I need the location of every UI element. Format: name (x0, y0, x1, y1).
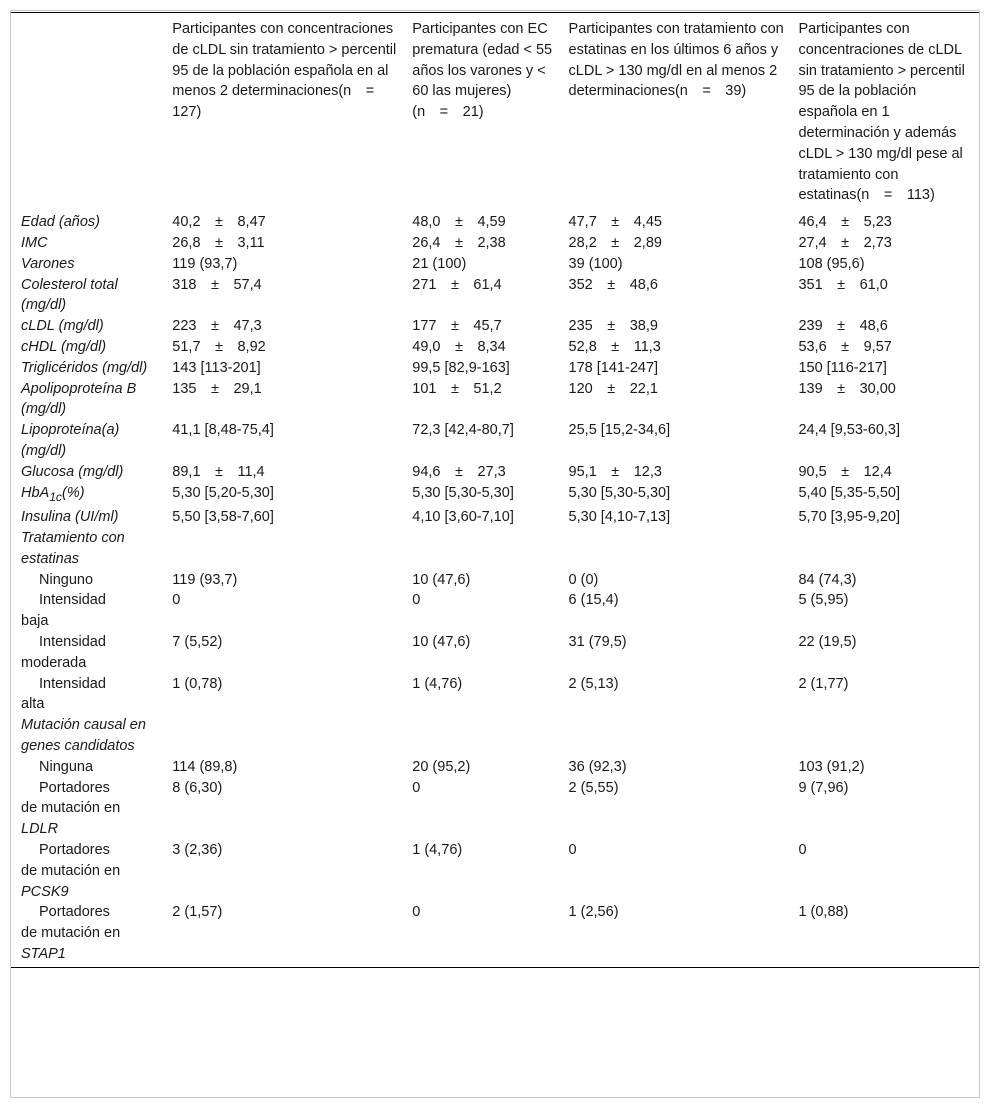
table-cell: 135 ± 29,1 (172, 380, 262, 397)
row-label (11, 757, 168, 778)
table-row (11, 379, 979, 421)
table-cell: 26,4 ± 2,38 (412, 234, 506, 251)
table-cell: 0 (798, 841, 807, 858)
table-cell: 89,1 ± 11,4 (172, 463, 265, 480)
row-label-gene: STAP1 (21, 945, 66, 962)
row-label-text: Apolipoproteína B (mg/dl) (21, 380, 137, 418)
table-cell: 22 (19,5) (798, 634, 857, 650)
table-cell: 72,3 [42,4-80,7] (412, 422, 514, 439)
table-row (11, 483, 979, 508)
table-row (11, 590, 979, 632)
table-cell: 3 (2,36) (172, 841, 223, 858)
row-label (11, 632, 168, 674)
table-cell: 8 (6,30) (172, 779, 223, 796)
row-label (11, 840, 168, 902)
row-label-text: Tratamiento con estatinas (21, 530, 125, 567)
table-cell: 1 (0,78) (172, 675, 223, 692)
table-row (11, 462, 979, 483)
row-label-text: cHDL (mg/dl) (21, 338, 107, 355)
table-cell: 143 [113-201] (172, 359, 261, 376)
row-label-text: Intensidad (39, 634, 106, 650)
table-cell: 48,0 ± 4,59 (412, 214, 506, 231)
table-cell: 2 (1,77) (798, 675, 849, 692)
table-cell (408, 528, 564, 570)
header-cell-group-1: Participantes con concentraciones de cLDL sin tratamiento > percentil 95 de la población española en al menos 2 determinaciones(n = 127) (172, 21, 397, 121)
table-cell: 119 (93,7) (172, 571, 238, 588)
row-label-text: Ninguno (39, 571, 94, 588)
table-row (11, 337, 979, 358)
row-label (11, 528, 168, 570)
table-cell: 4,10 [3,60-7,10] (412, 509, 514, 526)
table-cell: 119 (93,7) (172, 255, 238, 272)
table-row (11, 254, 979, 275)
table-row (11, 316, 979, 337)
header-cell-group-3: Participantes con tratamiento con estatinas en los últimos 6 años y cLDL > 130 mg/dl en al menos 2 determinaciones(n = 39) (568, 21, 784, 100)
header-cell-empty (11, 13, 168, 213)
table-row (11, 840, 979, 902)
table-cell: 1 (0,88) (794, 902, 979, 967)
row-label-text-cont: moderada (21, 654, 87, 671)
table-cell: 5,30 [4,10-7,13] (568, 509, 671, 526)
table-cell: 139 ± 30,00 (798, 380, 896, 397)
table-cell: 40,2 ± 8,47 (172, 214, 266, 231)
row-label (11, 316, 168, 337)
table-row (11, 902, 979, 967)
table-cell: 26,8 ± 3,11 (172, 234, 265, 251)
table-row (11, 358, 979, 379)
table-row (11, 570, 979, 591)
table-cell: 10 (47,6) (412, 634, 471, 650)
table-cell: 0 (408, 902, 564, 967)
row-label-gene: LDLR (21, 821, 59, 838)
table-cell: 114 (89,8) (172, 758, 238, 775)
table-cell (794, 528, 979, 570)
table-cell: 20 (95,2) (412, 758, 471, 775)
table-cell: 108 (95,6) (798, 255, 865, 272)
row-label-text: Mutación causal en genes candidatos (21, 717, 146, 754)
table-cell: 5,70 [3,95-9,20] (798, 509, 901, 526)
table-cell: 239 ± 48,6 (798, 318, 888, 335)
table-cell: 27,4 ± 2,73 (798, 234, 892, 251)
table-cell: 47,7 ± 4,45 (568, 214, 662, 231)
table-cell: 0 (172, 592, 181, 609)
row-label-text: Intensidad (39, 675, 106, 692)
table-frame (10, 10, 980, 1098)
row-label-text-cont: baja (21, 613, 49, 630)
table-cell: 95,1 ± 12,3 (568, 463, 662, 480)
table-cell: 5,30 [5,30-5,30] (568, 484, 671, 501)
row-label-text-cont: de mutación en (21, 800, 121, 817)
table-row (11, 674, 979, 716)
table-cell: 0 (568, 841, 577, 858)
table-cell: 9 (7,96) (798, 779, 849, 796)
table-cell (565, 528, 795, 570)
table-cell: 2 (1,57) (168, 902, 408, 967)
table-cell: 235 ± 38,9 (568, 318, 658, 335)
table-row (11, 275, 979, 317)
table-cell: 41,1 [8,48-75,4] (172, 422, 274, 439)
table-cell: 51,7 ± 8,92 (172, 338, 266, 355)
row-label (11, 483, 168, 508)
row-label-text: Portadores (39, 779, 110, 796)
table-row (11, 757, 979, 778)
row-label-text: cLDL (mg/dl) (21, 318, 104, 335)
row-label (11, 778, 168, 840)
table-row (11, 715, 979, 757)
table-cell: 52,8 ± 11,3 (568, 338, 661, 355)
table-cell: 178 [141-247] (568, 359, 659, 376)
table-cell: 24,4 [9,53-60,3] (798, 422, 901, 439)
row-label-text: Insulina (UI/ml) (21, 509, 119, 526)
row-label-text: Portadores (39, 904, 110, 921)
row-label (11, 715, 168, 757)
table-row (11, 632, 979, 674)
row-label (11, 233, 168, 254)
row-label (11, 420, 168, 462)
table-cell: 21 (100) (412, 255, 467, 272)
table-row (11, 778, 979, 840)
table-cell: 120 ± 22,1 (568, 380, 658, 397)
row-label (11, 507, 168, 528)
table-cell (168, 528, 408, 570)
table-cell: 2 (5,55) (568, 779, 619, 796)
table-row (11, 528, 979, 570)
row-label (11, 254, 168, 275)
row-label-text: Edad (años) (21, 214, 100, 231)
row-label (11, 379, 168, 421)
table-cell: 99,5 [82,9-163] (412, 359, 510, 376)
table-row (11, 507, 979, 528)
table-cell: 0 (412, 592, 421, 609)
table-cell: 5,30 [5,20-5,30] (172, 484, 274, 501)
table-body (11, 212, 979, 967)
row-label-text: IMC (21, 234, 48, 251)
row-label-text: Lipoproteína(a) (mg/dl) (21, 422, 120, 459)
table-cell: 94,6 ± 27,3 (412, 463, 506, 480)
table-cell: 271 ± 61,4 (412, 276, 502, 293)
table-cell: 6 (15,4) (568, 592, 619, 609)
table-cell: 46,4 ± 5,23 (798, 214, 892, 231)
row-label-text: Portadores (39, 841, 110, 858)
table-cell: 352 ± 48,6 (568, 276, 658, 293)
table-cell: 31 (79,5) (568, 634, 627, 650)
table-cell: 150 [116-217] (798, 359, 887, 376)
row-label-text: Colesterol total (mg/dl) (21, 276, 118, 314)
row-label-text-cont: de mutación en (21, 862, 121, 879)
table-row (11, 212, 979, 233)
table-cell: 28,2 ± 2,89 (568, 234, 662, 251)
table-cell: 1 (4,76) (412, 675, 463, 692)
row-label (11, 358, 168, 379)
header-cell-group-2: Participantes con EC prematura (edad < 55 años los varones y < 60 las mujeres) (n = 21) (412, 21, 553, 121)
row-label-text-cont: de mutación en (21, 925, 121, 942)
row-label-text-cont: alta (21, 696, 45, 713)
table-cell (565, 715, 795, 757)
table-cell: 0 (0) (568, 571, 599, 588)
table-cell: 1 (4,76) (412, 841, 463, 858)
row-label (11, 570, 168, 591)
table-cell: 351 ± 61,0 (798, 276, 888, 293)
table-cell: 49,0 ± 8,34 (412, 338, 506, 355)
table-cell: 5,30 [5,30-5,30] (412, 484, 514, 501)
row-label (11, 674, 168, 716)
row-label (11, 590, 168, 632)
table-cell (408, 715, 564, 757)
table-cell: 103 (91,2) (798, 758, 865, 775)
table-cell: 25,5 [15,2-34,6] (568, 422, 671, 439)
row-label (11, 275, 168, 317)
row-label (11, 337, 168, 358)
header-cell-group-4: Participantes con concentraciones de cLDL sin tratamiento > percentil 95 de la población española en 1 determinación y además cLDL > 130 mg/dl pese al tratamiento con estatinas(n = 113) (798, 21, 965, 204)
row-label-text: Glucosa (mg/dl) (21, 463, 124, 480)
table-cell: 2 (5,13) (568, 675, 619, 692)
table-cell: 1 (2,56) (565, 902, 795, 967)
row-label (11, 462, 168, 483)
table-cell: 5 (5,95) (798, 592, 849, 609)
data-table (11, 12, 979, 968)
row-label-subscript: 1c (49, 489, 62, 504)
table-cell: 101 ± 51,2 (412, 380, 502, 397)
row-label-text: HbA (21, 484, 50, 501)
table-cell (168, 715, 408, 757)
row-label-gene: PCSK9 (21, 883, 69, 900)
table-cell: 0 (412, 779, 421, 796)
table-cell (794, 715, 979, 757)
table-cell: 7 (5,52) (172, 634, 223, 650)
row-label-text: Ninguna (39, 758, 94, 775)
table-cell: 36 (92,3) (568, 758, 627, 775)
row-label-text: Intensidad (39, 592, 106, 609)
header-row (11, 13, 979, 213)
row-label (11, 212, 168, 233)
table-cell: 177 ± 45,7 (412, 318, 502, 335)
table-row (11, 420, 979, 462)
table-cell: 53,6 ± 9,57 (798, 338, 892, 355)
table-row (11, 233, 979, 254)
row-label-text: Triglicéridos (mg/dl) (21, 359, 148, 376)
table-cell: 5,50 [3,58-7,60] (172, 509, 274, 526)
table-cell: 39 (100) (568, 255, 623, 272)
table-cell: 90,5 ± 12,4 (798, 463, 892, 480)
table-cell: 318 ± 57,4 (172, 276, 262, 293)
table-cell: 5,40 [5,35-5,50] (798, 484, 901, 501)
row-label (11, 902, 168, 967)
table-cell: 84 (74,3) (798, 571, 857, 588)
row-label-suffix: (%) (61, 484, 85, 501)
table-cell: 223 ± 47,3 (172, 318, 262, 335)
row-label-text: Varones (21, 255, 75, 272)
table-cell: 10 (47,6) (412, 571, 471, 588)
